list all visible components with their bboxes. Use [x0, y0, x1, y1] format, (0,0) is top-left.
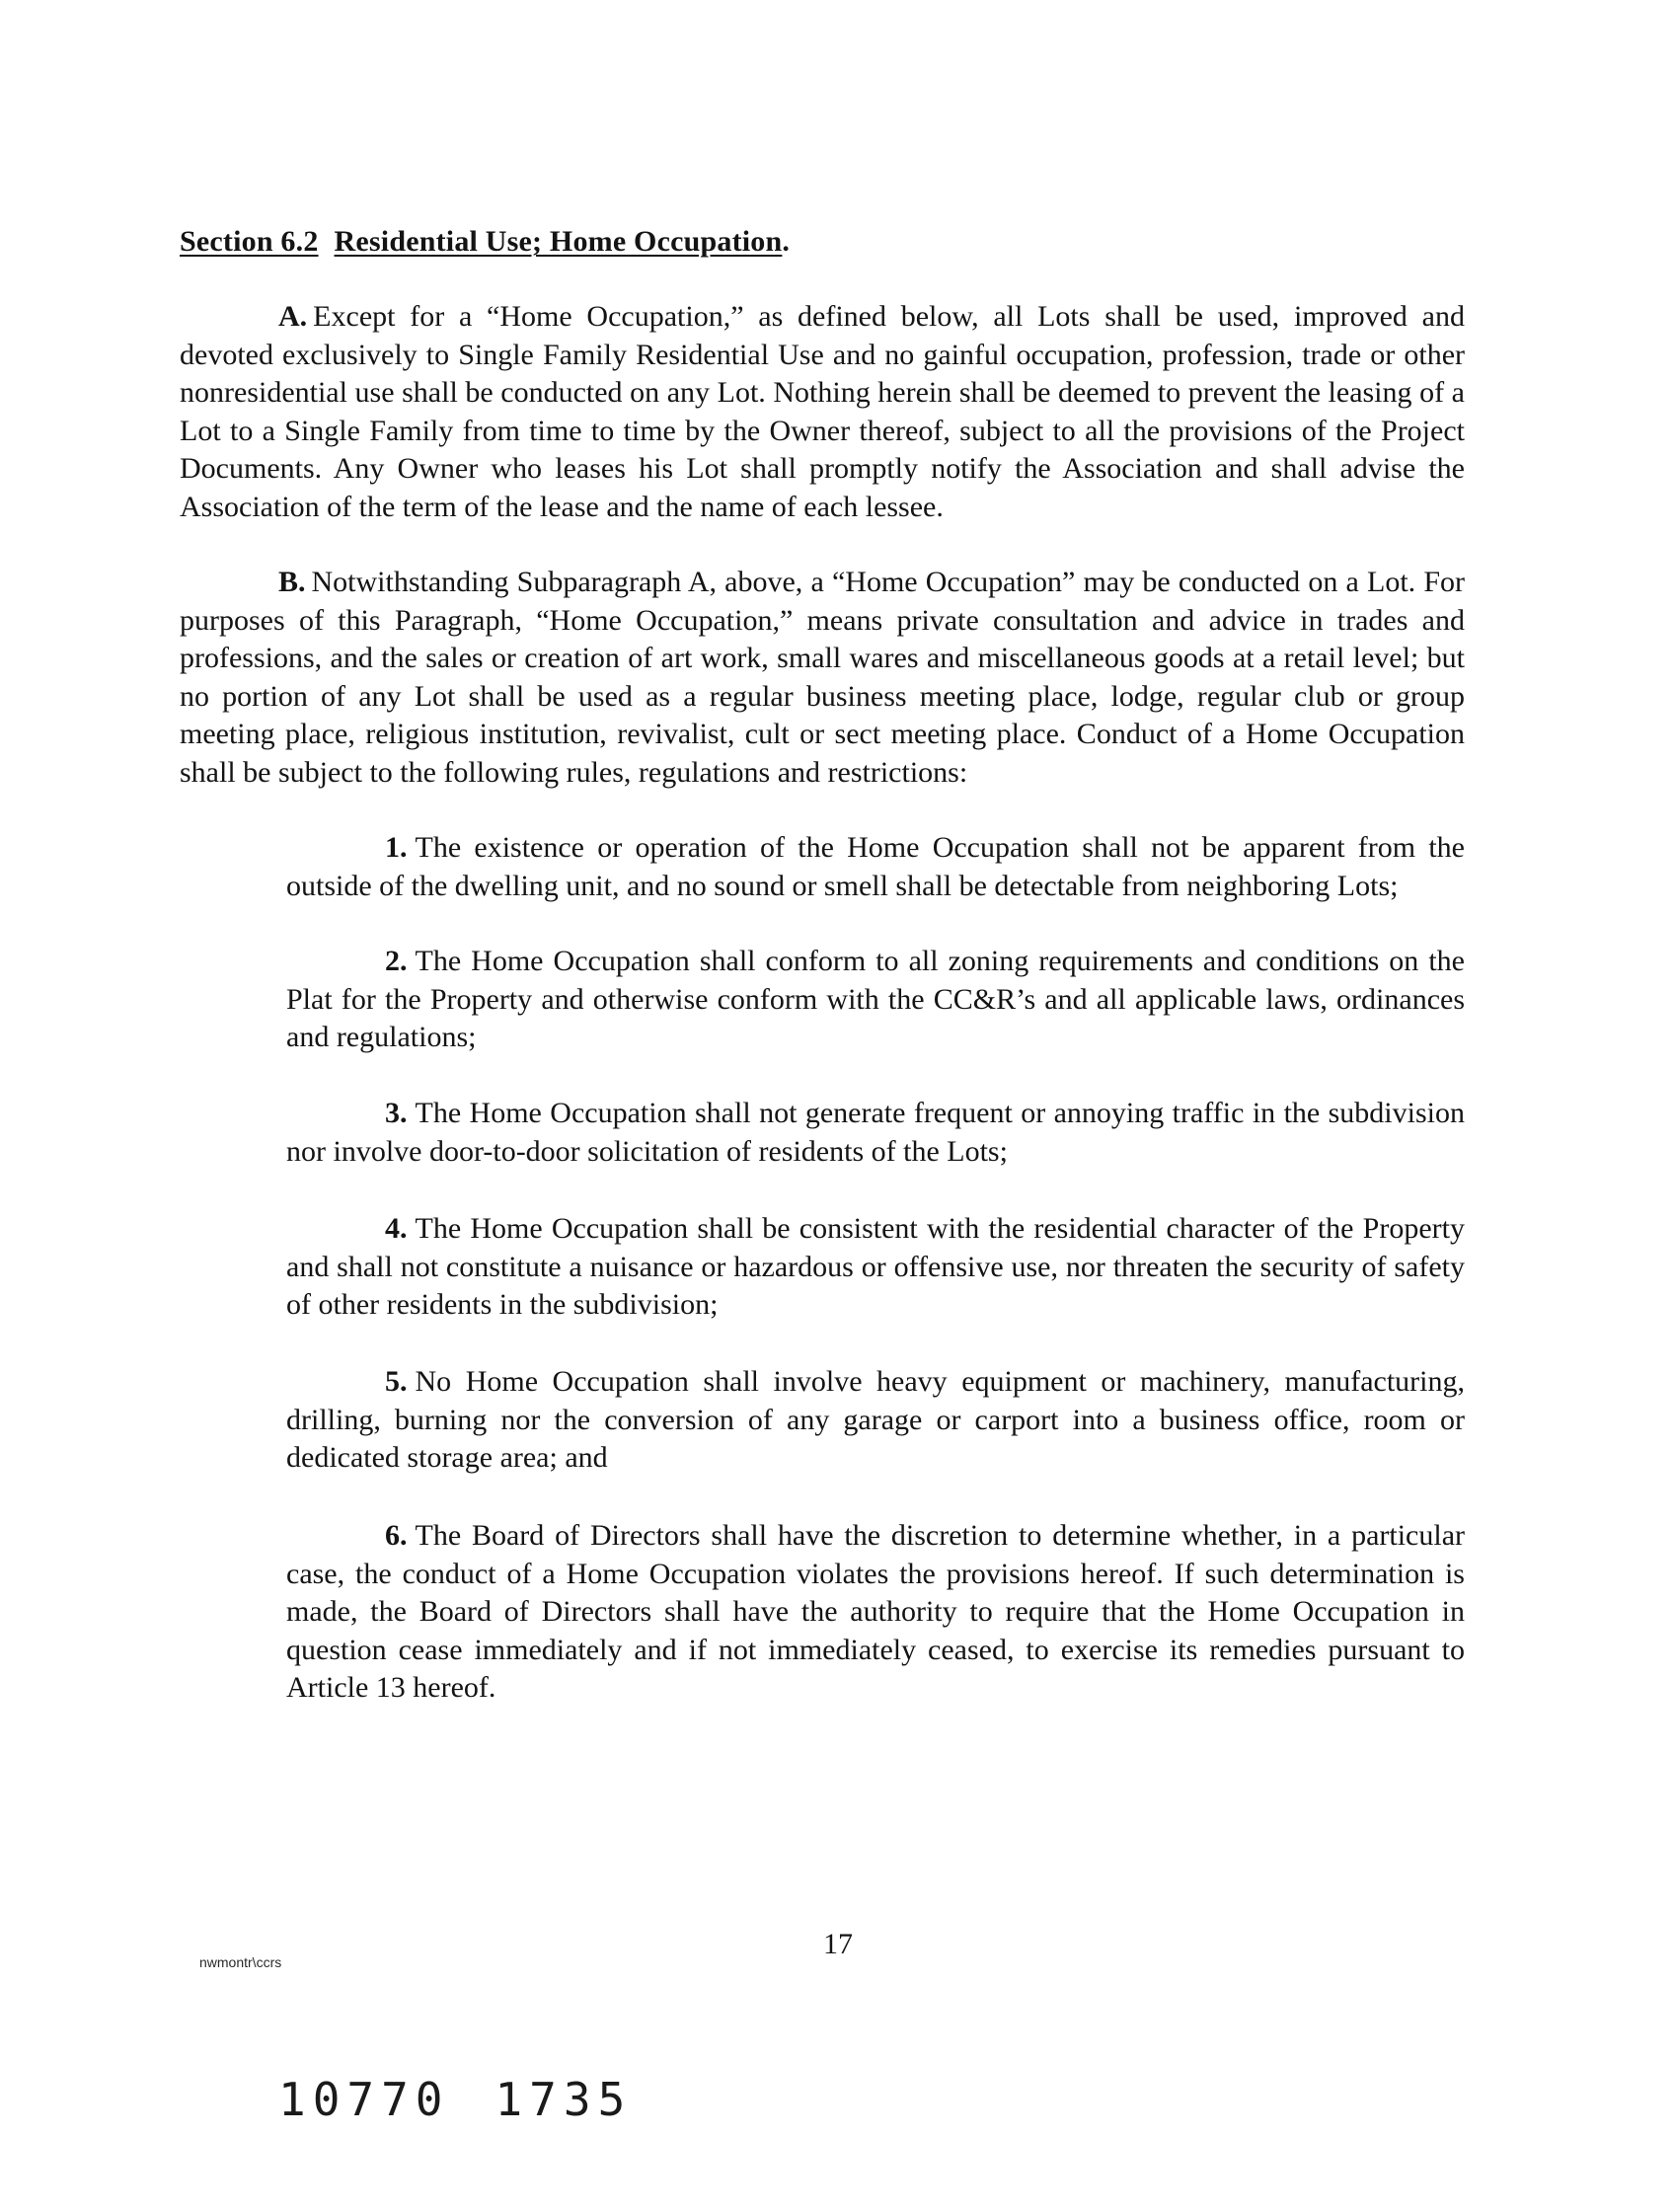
paragraph-b [180, 564, 1465, 793]
paragraph-b-text: Notwithstanding Subparagraph A, above, a “Home Occupation” may be conducted on a Lot. For purposes of this Paragraph, “Home Occupation,” means private consultation and advice in trades and professions, and the sales or creation of art work, small wares and miscellaneous goods at a retail level; but no portion of any Lot shall be used as a regular business meeting place, lodge, regular club or group meeting place, religious institution, revivalist, cult or sect meeting place. Conduct of a Home Occupation shall be subject to the following rules, regulations and restrictions: [180, 566, 1465, 789]
section-title-text: Residential Use; Home Occupation [334, 225, 783, 258]
list-item-text: No Home Occupation shall involve heavy equipment or machinery, manufacturing, drilling, burning nor the conversion of any garage or carport into a business office, room or dedicated storage area; and [286, 1365, 1465, 1475]
paragraph-a [180, 298, 1465, 527]
recording-page-number: 1735 [495, 2073, 633, 2126]
list-item [286, 943, 1465, 1057]
list-item-number: 1. [385, 831, 408, 864]
paragraph-b-label: B. [278, 566, 306, 598]
list-item [286, 1363, 1465, 1478]
list-item-number: 4. [385, 1212, 408, 1245]
page-number: 17 [823, 1928, 853, 1960]
list-item [286, 829, 1465, 905]
list-item-number: 3. [385, 1097, 408, 1129]
list-item [286, 1210, 1465, 1325]
list-item-text: The existence or operation of the Home Occupation shall not be apparent from the outside of the dwelling unit, and no sound or smell shall be detectable from neighboring Lots; [286, 831, 1465, 902]
file-reference: nwmontr\ccrs [199, 1954, 282, 1970]
list-item-number: 2. [385, 945, 408, 977]
recording-stamp [278, 2073, 632, 2126]
list-item-text: The Home Occupation shall be consistent with the residential character of the Property and shall not constitute a nuisance or hazardous or offensive use, nor threaten the security of safety of other residents in the subdivision; [286, 1212, 1465, 1322]
paragraph-a-label: A. [278, 300, 308, 333]
list-item [286, 1517, 1465, 1708]
paragraph-a-text: Except for a “Home Occupation,” as defined below, all Lots shall be used, improved and devoted exclusively to Single Family Residential Use and no gainful occupation, profession, trade or other nonresidential use shall be conducted on any Lot. Nothing herein shall be deemed to prevent the leasing of a Lot to a Single Family from time to time by the Owner thereof, subject to all the provisions of the Project Documents. Any Owner who leases his Lot shall promptly notify the Association and shall advise the Association of the term of the lease and the name of each lessee. [180, 300, 1465, 523]
list-item-text: The Home Occupation shall not generate frequent or annoying traffic in the subdivision nor involve door-to-door solicitation of residents of the Lots; [286, 1097, 1465, 1168]
recording-book-number: 10770 [278, 2073, 450, 2126]
section-title-period: . [782, 225, 791, 258]
section-heading [180, 225, 790, 259]
list-item [286, 1095, 1465, 1171]
list-item-text: The Board of Directors shall have the discretion to determine whether, in a particular case, the conduct of a Home Occupation violates the provisions hereof. If such determination is made, the Board of Directors shall have the authority to require that the Home Occupation in question cease immediately and if not immediately ceased, to exercise its remedies pursuant to Article 13 hereof. [286, 1519, 1465, 1705]
section-number: Section 6.2 [180, 225, 319, 258]
list-item-text: The Home Occupation shall conform to all zoning requirements and conditions on the Plat for the Property and otherwise conform with the CC&R’s and all applicable laws, ordinances and regulations; [286, 945, 1465, 1054]
list-item-number: 6. [385, 1519, 408, 1552]
list-item-number: 5. [385, 1365, 408, 1398]
